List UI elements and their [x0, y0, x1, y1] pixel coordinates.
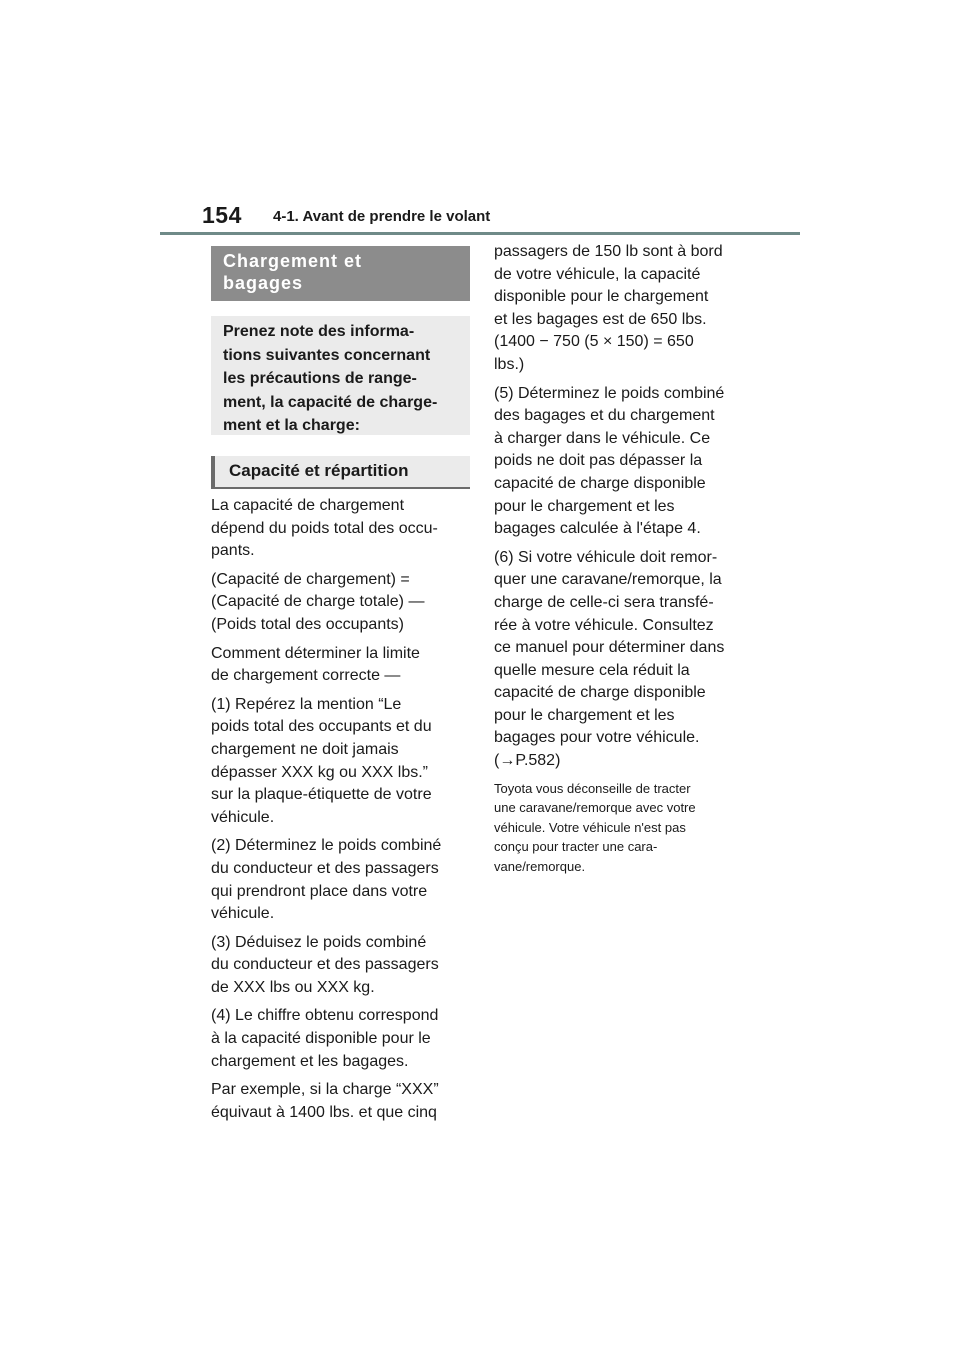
- left-column: [211, 495, 473, 1130]
- right-column: [494, 241, 756, 882]
- chapter-heading: [211, 246, 470, 301]
- paragraph: (5) Déterminez le poids combiné des bagages et du chargement à charger dans le véhicule. Ce poids ne doit pas dépasser la capacité de charge disponible pour le chargement et les bagages calculée à l'étape 4.: [494, 384, 725, 538]
- page-number: 154: [202, 202, 242, 228]
- chapter-heading-text: Chargement et bagages: [223, 251, 363, 293]
- intro-text: Prenez note des informa- tions suivantes concernant les précautions de range- ment, la capacité de charge- ment et la charge:: [223, 323, 438, 434]
- note-text: Toyota vous déconseille de tracter une caravane/remorque avec votre véhicule. Votre véhicule n'est pas conçu pour tracter une cara- vane/remorque.: [494, 780, 696, 874]
- paragraph: Par exemple, si la charge “XXX” équivaut à 1400 lbs. et que cinq: [211, 1081, 439, 1121]
- intro-box: [211, 316, 470, 435]
- header-divider: [160, 232, 800, 235]
- subheading: [211, 456, 470, 489]
- subheading-text: Capacité et répartition: [229, 461, 409, 480]
- paragraph: (3) Déduisez le poids combiné du conducteur et des passagers de XXX lbs ou XXX kg.: [211, 933, 439, 996]
- paragraph: La capacité de chargement dépend du poids total des occu- pants.: [211, 497, 438, 560]
- paragraph: (4) Le chiffre obtenu correspond à la capacité disponible pour le chargement et les bagages.: [211, 1007, 439, 1070]
- paragraph: (6) Si votre véhicule doit remor- quer une caravane/remorque, la charge de celle-ci sera transfé- rée à votre véhicule. Consultez ce manuel pour déterminer dans quelle mesure cela réduit la capacité de charge disponible pour le chargement et les bagages pour votre véhicule. (→P.582): [494, 548, 725, 770]
- paragraph: (1) Repérez la mention “Le poids total des occupants et du chargement ne doit jamais dépasser XXX kg ou XXX lbs.” sur la plaque-étiquette de votre véhicule.: [211, 695, 432, 826]
- paragraph: passagers de 150 lb sont à bord de votre véhicule, la capacité disponible pour le chargement et les bagages est de 650 lbs. (1400 − 750 (5 × 150) = 650 lbs.): [494, 243, 723, 373]
- paragraph: (2) Déterminez le poids combiné du conducteur et des passagers qui prendront place dans votre véhicule.: [211, 837, 442, 923]
- paragraph: (Capacité de chargement) = (Capacité de charge totale) — (Poids total des occupants): [211, 570, 425, 633]
- paragraph: Comment déterminer la limite de chargement correcte —: [211, 644, 420, 685]
- section-title: 4-1. Avant de prendre le volant: [273, 208, 491, 225]
